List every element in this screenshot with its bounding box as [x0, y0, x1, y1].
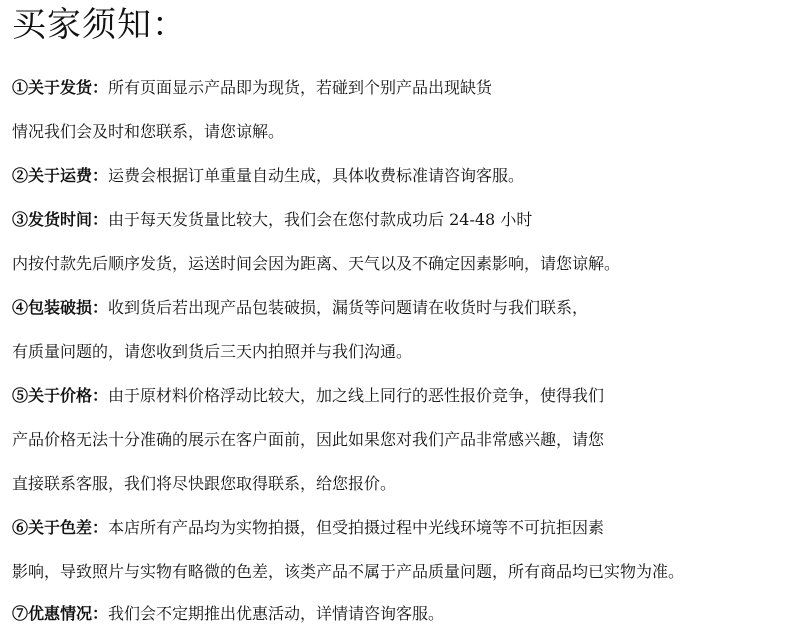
section-1-text-1: 所有页面显示产品即为现货，若碰到个别产品出现缺货 — [108, 78, 493, 97]
section-3-label: ③发货时间： — [12, 210, 109, 229]
section-2-text-1: 运费会根据订单重量自动生成，具体收费标准请咨询客服。 — [108, 166, 525, 185]
section-7-text-1: 我们会不定期推出优惠活动，详情请咨询客服。 — [108, 604, 445, 623]
section-7-label: ⑦优惠情况： — [12, 604, 109, 623]
section-1-label: ①关于发货： — [12, 78, 109, 97]
section-4-label: ④包装破损： — [12, 298, 109, 317]
section-6-line-1 — [12, 517, 604, 539]
section-4-line-2 — [12, 341, 412, 363]
section-6-label: ⑥关于色差： — [12, 518, 109, 537]
section-3-text-2: 内按付款先后顺序发货，运送时间会因为距离、天气以及不确定因素影响，请您谅解。 — [12, 254, 621, 273]
section-5-line-2 — [12, 429, 604, 451]
section-3-line-2 — [12, 253, 620, 275]
section-6-text-2: 影响，导致照片与实物有略微的色差，该类产品不属于产品质量问题，所有商品均已实物为准。 — [12, 562, 685, 581]
section-6-line-2 — [12, 561, 684, 583]
page-title: 买家须知： — [12, 5, 187, 45]
section-3-text-1: 由于每天发货量比较大，我们会在您付款成功后 24-48 小时 — [108, 210, 533, 229]
section-5-line-1 — [12, 385, 604, 407]
section-5-line-3 — [12, 473, 396, 495]
section-6-text-1: 本店所有产品均为实物拍摄，但受拍摄过程中光线环境等不可抗拒因素 — [108, 518, 605, 537]
section-5-label: ⑤关于价格： — [12, 386, 109, 405]
section-5-text-3: 直接联系客服，我们将尽快跟您取得联系，给您报价。 — [12, 474, 397, 493]
section-2-line-1 — [12, 165, 524, 187]
section-7-line-1 — [12, 603, 444, 625]
section-4-line-1 — [12, 297, 588, 319]
section-5-text-2: 产品价格无法十分准确的展示在客户面前，因此如果您对我们产品非常感兴趣，请您 — [12, 430, 605, 449]
section-4-text-1: 收到货后若出现产品包装破损，漏货等问题请在收货时与我们联系， — [108, 298, 589, 317]
section-1-text-2: 情况我们会及时和您联系，请您谅解。 — [12, 122, 285, 141]
section-4-text-2: 有质量问题的，请您收到货后三天内拍照并与我们沟通。 — [12, 342, 413, 361]
section-1-line-2 — [12, 121, 284, 143]
section-5-text-1: 由于原材料价格浮动比较大，加之线上同行的恶性报价竞争，使得我们 — [108, 386, 605, 405]
section-2-label: ②关于运费： — [12, 166, 109, 185]
section-1-line-1 — [12, 77, 492, 99]
section-3-line-1 — [12, 209, 532, 231]
